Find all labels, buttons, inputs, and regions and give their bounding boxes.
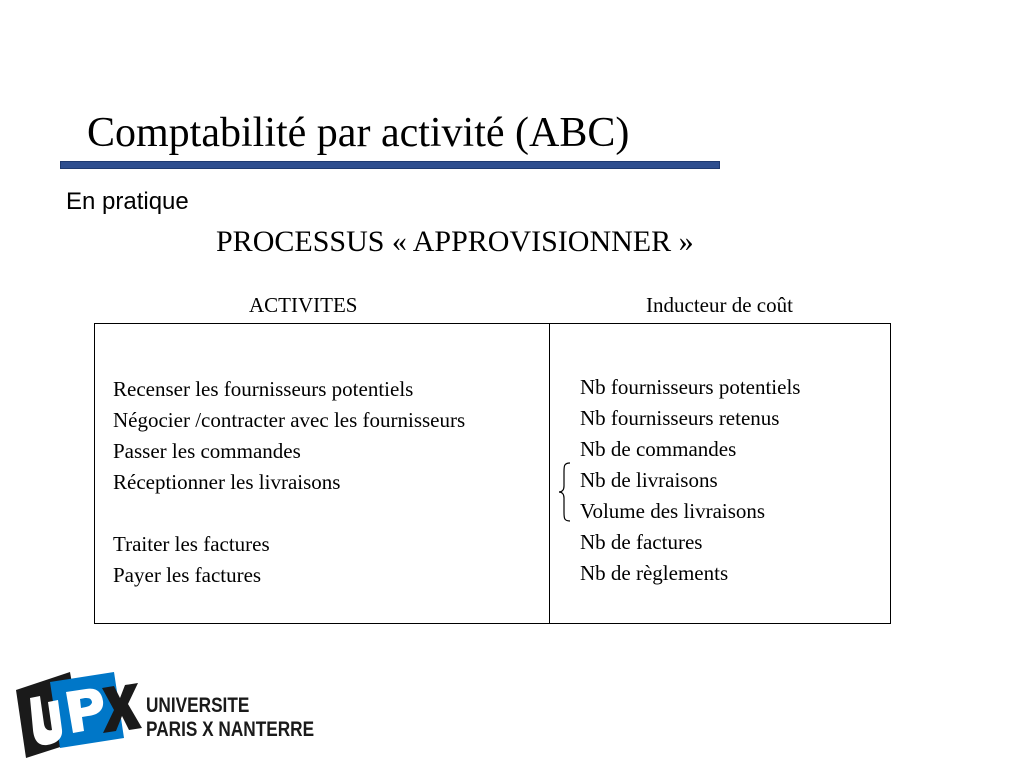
process-heading: PROCESSUS « APPROVISIONNER » [216,225,694,258]
activity-item: Payer les factures [113,563,262,587]
cost-driver-item: Nb de livraisons [580,468,718,492]
cost-driver-item: Nb fournisseurs potentiels [580,375,801,399]
activities-header: ACTIVITES [249,293,358,317]
cost-driver-item: Volume des livraisons [580,499,766,523]
activity-item: Traiter les factures [113,532,270,556]
slide-subtitle: En pratique [66,188,189,215]
activity-item: Passer les commandes [113,439,301,463]
cost-driver-item: Nb de commandes [580,437,737,461]
slide-title: Comptabilité par activité (ABC) [87,110,630,156]
cost-driver-header: Inducteur de coût [646,293,793,317]
cost-driver-item: Nb de factures [580,530,703,554]
activity-item: Réceptionner les livraisons [113,470,341,494]
logo-text [146,694,314,742]
activity-item: Négocier /contracter avec les fournisseurs [113,408,466,432]
cost-driver-item: Nb de règlements [580,561,729,585]
cost-drivers-list [580,372,800,589]
cost-driver-item: Nb fournisseurs retenus [580,406,780,430]
activities-list [113,374,465,591]
logo-line-2: PARIS X NANTERRE [146,718,315,741]
table-column-divider [549,324,550,623]
curly-brace-icon [558,462,572,522]
activity-spacer [113,498,465,529]
logo-line-1: UNIVERSITE [146,694,250,717]
activity-item: Recenser les fournisseurs potentiels [113,377,414,401]
title-underline [60,161,720,169]
